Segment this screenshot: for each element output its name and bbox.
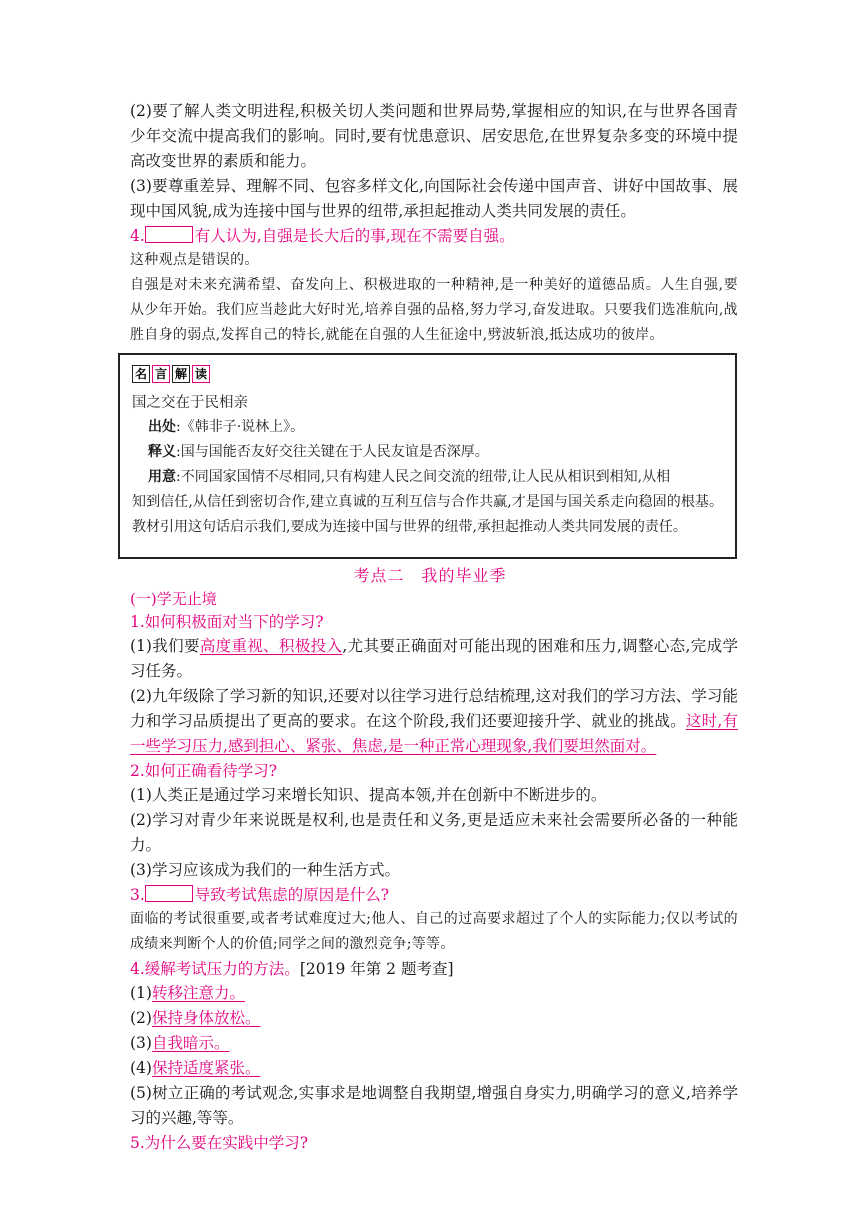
- question-3: 3. 导致考试焦虑的原因是什么?: [130, 886, 390, 904]
- quote-intent-continued: 知到信任,从信任到密切合作,建立真诚的互利互信与合作共赢,才是国与国关系走向稳固的根基。教材引用这句话启示我们,要成为连接中国与世界的纽带,承担起推动人类共同发展的责任。: [132, 494, 723, 535]
- q4-item-4: (4)保持适度紧张。: [130, 1059, 261, 1077]
- key-phrase: 这时,有一些学习压力,感到担心、紧张、焦虑,是一种正常心理现象,我们要坦然面对。: [130, 712, 738, 755]
- q4-item-5: (5)树立正确的考试观念,实事求是地调整自我期望,增强自身实力,明确学习的意义,培养学习的兴趣,等等。: [130, 1084, 738, 1127]
- badge-char: 解: [172, 365, 190, 383]
- q4-item-3: (3)自我暗示。: [130, 1034, 230, 1052]
- subsection-heading: (一)学无止境: [130, 590, 217, 608]
- badge-char: 言: [152, 365, 170, 383]
- q4-item-2: (2)保持身体放松。: [130, 1009, 261, 1027]
- question-4b: 4.缓解考试压力的方法。[2019 年第 2 题考查]: [130, 960, 454, 978]
- quote-source: 出处:《韩非子·说林上》。: [148, 419, 305, 435]
- question-4: [130, 224, 738, 248]
- quote-meaning: 释义:国与国能否友好交往关键在于人民友谊是否深厚。: [148, 444, 489, 460]
- answer-line-1: 这种观点是错误的。: [130, 252, 259, 268]
- question-number: 4.: [130, 227, 145, 245]
- upper-content: [130, 99, 738, 348]
- section-title: 考点二 我的毕业季: [353, 566, 507, 585]
- tag-box: [145, 226, 193, 243]
- badge-char: 读: [192, 365, 210, 383]
- quote-badge: [132, 365, 723, 383]
- answer-paragraph: 自强是对未来充满希望、奋发向上、积极进取的一种精神,是一种美好的道德品质。人生自强,要从少年开始。我们应当趁此大好时光,培养自强的品格,努力学习,奋发进取。只要我们选准航向,战胜自身的弱点,发挥自己的特长,就能在自强的人生征途中,劈波斩浪,抵达成功的彼岸。: [130, 277, 738, 343]
- paragraph-2: (2)要了解人类文明进程,积极关切人类问题和世界局势,掌握相应的知识,在与世界各国青少年交流中提高我们的影响。同时,要有忧患意识、居安思危,在世界复杂多变的环境中提高改变世界的素质和能力。: [130, 102, 738, 170]
- tag-box: [145, 885, 193, 902]
- key-phrase: 高度重视、积极投入: [199, 637, 343, 655]
- question-2: 2.如何正确看待学习?: [130, 762, 278, 780]
- question-text: 有人认为,自强是长大后的事,现在不需要自强。: [194, 227, 515, 245]
- q2-answer-2: (2)学习对青少年来说既是权利,也是责任和义务,更是适应未来社会需要所必备的一种能力。: [130, 811, 738, 854]
- quote-title: 国之交在于民相亲: [132, 395, 248, 411]
- question-5: 5.为什么要在实践中学习?: [130, 1134, 309, 1152]
- quote-box: [118, 353, 737, 559]
- question-1: 1.如何积极面对当下的学习?: [130, 613, 324, 631]
- q2-answer-3: (3)学习应该成为我们的一种生活方式。: [130, 861, 400, 879]
- badge-char: 名: [132, 365, 150, 383]
- q2-answer-1: (1)人类正是通过学习来增长知识、提高本领,并在创新中不断进步的。: [130, 786, 607, 804]
- quote-intent: 用意:不同国家国情不尽相同,只有构建人民之间交流的纽带,让人民从相识到相知,从相: [148, 469, 671, 485]
- q4-item-1: (1)转移注意力。: [130, 984, 245, 1002]
- paragraph-3: (3)要尊重差异、理解不同、包容多样文化,向国际社会传递中国声音、讲好中国故事、展现中国风貌,成为连接中国与世界的纽带,承担起推动人类共同发展的责任。: [130, 177, 738, 220]
- q1-answer-2: (2)九年级除了学习新的知识,还要对以往学习进行总结梳理,这对我们的学习方法、学习能力和学习品质提出了更高的要求。在这个阶段,我们还要迎接升学、就业的挑战。这时,有一些学习压力,感到担心、紧张、焦虑,是一种正常心理现象,我们要坦然面对。: [130, 687, 738, 755]
- section-2-content: [130, 588, 738, 1155]
- q1-answer-1: (1)我们要高度重视、积极投入,尤其要正确面对可能出现的困难和压力,调整心态,完成学习任务。: [130, 637, 738, 680]
- exam-note: [2019 年第 2 题考查]: [299, 960, 454, 978]
- q3-answer: 面临的考试很重要,或者考试难度过大;他人、自己的过高要求超过了个人的实际能力;仅以考试的成绩来判断个人的价值;同学之间的激烈竞争;等等。: [130, 911, 738, 952]
